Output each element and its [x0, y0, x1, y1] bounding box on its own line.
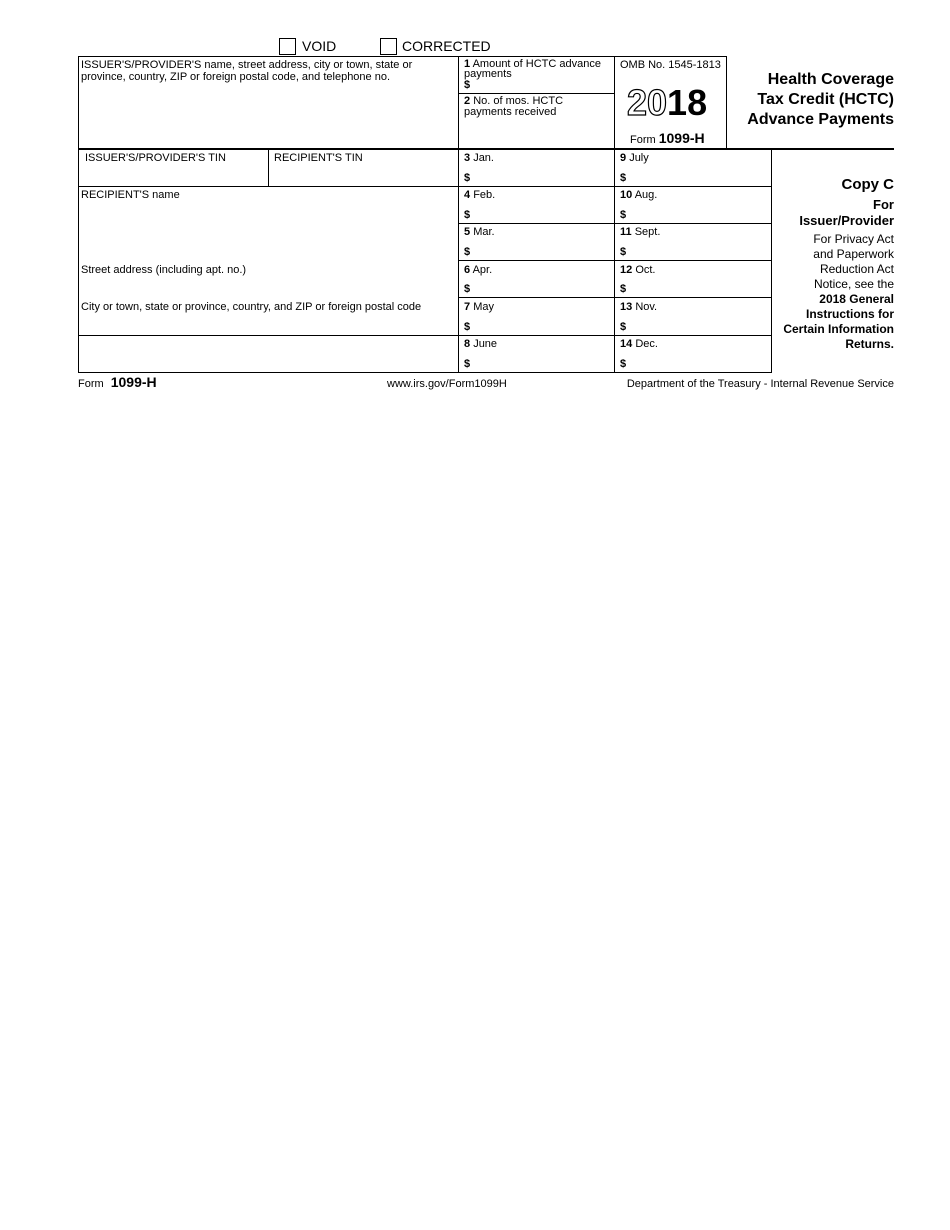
- footer-form-word: Form: [78, 378, 104, 390]
- box12-month: Oct.: [635, 264, 656, 276]
- box13-month: Nov.: [635, 301, 658, 313]
- box14-dollar: $: [620, 358, 627, 370]
- box5-number: 5: [464, 226, 471, 238]
- city-label: City or town, state or province, country, and ZIP or foreign postal code: [81, 301, 422, 313]
- box9-field[interactable]: [630, 169, 769, 185]
- row-line-1: [78, 186, 772, 187]
- box7-field[interactable]: [474, 318, 612, 334]
- box7-label: [464, 301, 494, 313]
- copy-bold-line2: Instructions for: [805, 307, 894, 321]
- box4-month: Feb.: [473, 189, 496, 201]
- box3-number: 3: [464, 152, 471, 164]
- street-address-field[interactable]: [80, 278, 456, 298]
- box12-dollar: $: [620, 283, 627, 295]
- void-label: VOID: [302, 38, 337, 54]
- left-column-divider: [458, 56, 459, 373]
- corrected-checkbox[interactable]: [380, 38, 397, 55]
- form-number-header: 1099-H: [658, 130, 705, 146]
- box11-label: [620, 226, 660, 238]
- box6-month: Apr.: [472, 264, 493, 276]
- footer-form-number: 1099-H: [110, 374, 157, 390]
- corrected-label: CORRECTED: [402, 38, 491, 54]
- row-line-4: [458, 297, 772, 298]
- box2-text: No. of mos. HCTC payments received: [464, 95, 564, 118]
- form-id-header: [630, 130, 705, 146]
- form-title-line2: Tax Credit (HCTC): [757, 91, 894, 108]
- recipient-name-label: RECIPIENT'S name: [81, 189, 180, 201]
- box5-field[interactable]: [474, 243, 612, 259]
- copy-title: Copy C: [841, 176, 894, 193]
- box6-field[interactable]: [474, 280, 612, 296]
- box3-dollar: $: [464, 172, 471, 184]
- box5-label: [464, 226, 495, 238]
- form-top-border: [78, 56, 726, 57]
- box14-month: Dec.: [635, 338, 658, 350]
- form-title-line3: Advance Payments: [747, 111, 894, 128]
- box1-label: [464, 59, 610, 79]
- box11-month: Sept.: [634, 226, 661, 238]
- box11-field[interactable]: [630, 243, 769, 259]
- form-title: [747, 70, 894, 130]
- copy-panel-divider: [771, 149, 772, 373]
- issuer-tin-label: ISSUER'S/PROVIDER'S TIN: [85, 152, 226, 164]
- box2-field[interactable]: [460, 122, 612, 146]
- issuer-name-field[interactable]: [79, 86, 457, 147]
- recipient-tin-field[interactable]: [270, 166, 456, 185]
- box8-dollar: $: [464, 358, 471, 370]
- box7-dollar: $: [464, 321, 471, 333]
- omb-right-border: [726, 56, 727, 148]
- box8-month: June: [473, 338, 498, 350]
- box10-month: Aug.: [634, 189, 658, 201]
- city-field[interactable]: [80, 315, 456, 334]
- recipient-name-field[interactable]: [80, 203, 456, 261]
- box7-month: May: [473, 301, 494, 313]
- issuer-name-label: ISSUER'S/PROVIDER'S name, street address, city or town, state or province, country, ZIP or foreign postal code, and telephone no.: [81, 59, 413, 83]
- box14-label: [620, 338, 658, 350]
- row-line-5: [78, 335, 772, 336]
- box1-field[interactable]: [474, 78, 612, 92]
- box1-number: 1: [464, 58, 471, 70]
- box9-number: 9: [620, 152, 627, 164]
- box3-month: Jan.: [473, 152, 494, 164]
- box10-number: 10: [620, 189, 633, 201]
- box11-number: 11: [620, 226, 632, 238]
- box9-month: July: [629, 152, 649, 164]
- copy-bold-line1: 2018 General: [819, 292, 894, 306]
- box6-dollar: $: [464, 283, 471, 295]
- middle-column-divider: [614, 56, 615, 373]
- box4-label: [464, 189, 495, 201]
- street-address-label: Street address (including apt. no.): [81, 264, 247, 276]
- box4-dollar: $: [464, 209, 471, 221]
- box2-label: [464, 96, 584, 118]
- box1-bottom-line: [458, 93, 615, 94]
- copy-for: [799, 197, 894, 229]
- box1-dollar: $: [464, 79, 471, 91]
- box6-label: [464, 264, 492, 276]
- box4-field[interactable]: [474, 206, 612, 222]
- footer-department: Department of the Treasury - Internal Revenue Service: [626, 378, 894, 390]
- box3-label: [464, 152, 494, 164]
- box8-label: [464, 338, 497, 350]
- box12-label: [620, 264, 655, 276]
- box4-number: 4: [464, 189, 471, 201]
- form-word-header: Form: [630, 134, 656, 146]
- form-title-line1: Health Coverage: [767, 71, 894, 88]
- box12-number: 12: [620, 264, 633, 276]
- row-line-3: [458, 260, 772, 261]
- copy-for-line2: Issuer/Provider: [799, 213, 894, 228]
- box5-dollar: $: [464, 246, 471, 258]
- box13-field[interactable]: [630, 318, 769, 334]
- footer-form-id: [78, 374, 157, 390]
- copy-notice-line2: and Paperwork: [813, 247, 894, 261]
- copy-notice: [783, 232, 894, 352]
- omb-number: OMB No. 1545-1813: [620, 59, 721, 71]
- box13-label: [620, 301, 657, 313]
- tax-year: [627, 84, 707, 122]
- copy-bold-line4: Returns.: [845, 337, 894, 351]
- copy-bold-line3: Certain Information: [783, 322, 894, 336]
- form-bottom-border: [78, 372, 772, 373]
- box10-dollar: $: [620, 209, 627, 221]
- copy-for-line1: For: [873, 197, 894, 212]
- box10-field[interactable]: [630, 206, 769, 222]
- box1-text: Amount of HCTC advance payments: [464, 58, 601, 80]
- box3-field[interactable]: [474, 169, 612, 185]
- recipient-tin-label: RECIPIENT'S TIN: [274, 152, 363, 164]
- box2-number: 2: [464, 95, 471, 107]
- issuer-tin-field[interactable]: [80, 166, 266, 185]
- box5-month: Mar.: [473, 226, 495, 238]
- box8-number: 8: [464, 338, 471, 350]
- row-line-2: [458, 223, 772, 224]
- account-field[interactable]: [80, 337, 456, 371]
- void-checkbox[interactable]: [279, 38, 296, 55]
- tax-year-bold: 18: [667, 82, 708, 123]
- box8-field[interactable]: [474, 355, 612, 371]
- copy-notice-line3: Reduction Act: [819, 262, 894, 276]
- tax-year-outline: 20: [627, 82, 668, 123]
- box14-field[interactable]: [630, 355, 769, 371]
- copy-notice-line4: Notice, see the: [813, 277, 894, 291]
- box14-number: 14: [620, 338, 633, 350]
- box6-number: 6: [464, 264, 471, 276]
- copy-notice-line1: For Privacy Act: [813, 232, 894, 246]
- footer-url: www.irs.gov/Form1099H: [387, 378, 507, 390]
- box11-dollar: $: [620, 246, 627, 258]
- box12-field[interactable]: [630, 280, 769, 296]
- box13-number: 13: [620, 301, 633, 313]
- box10-label: [620, 189, 657, 201]
- box9-dollar: $: [620, 172, 627, 184]
- box9-label: [620, 152, 649, 164]
- box7-number: 7: [464, 301, 471, 313]
- tin-divider: [268, 149, 269, 186]
- box13-dollar: $: [620, 321, 627, 333]
